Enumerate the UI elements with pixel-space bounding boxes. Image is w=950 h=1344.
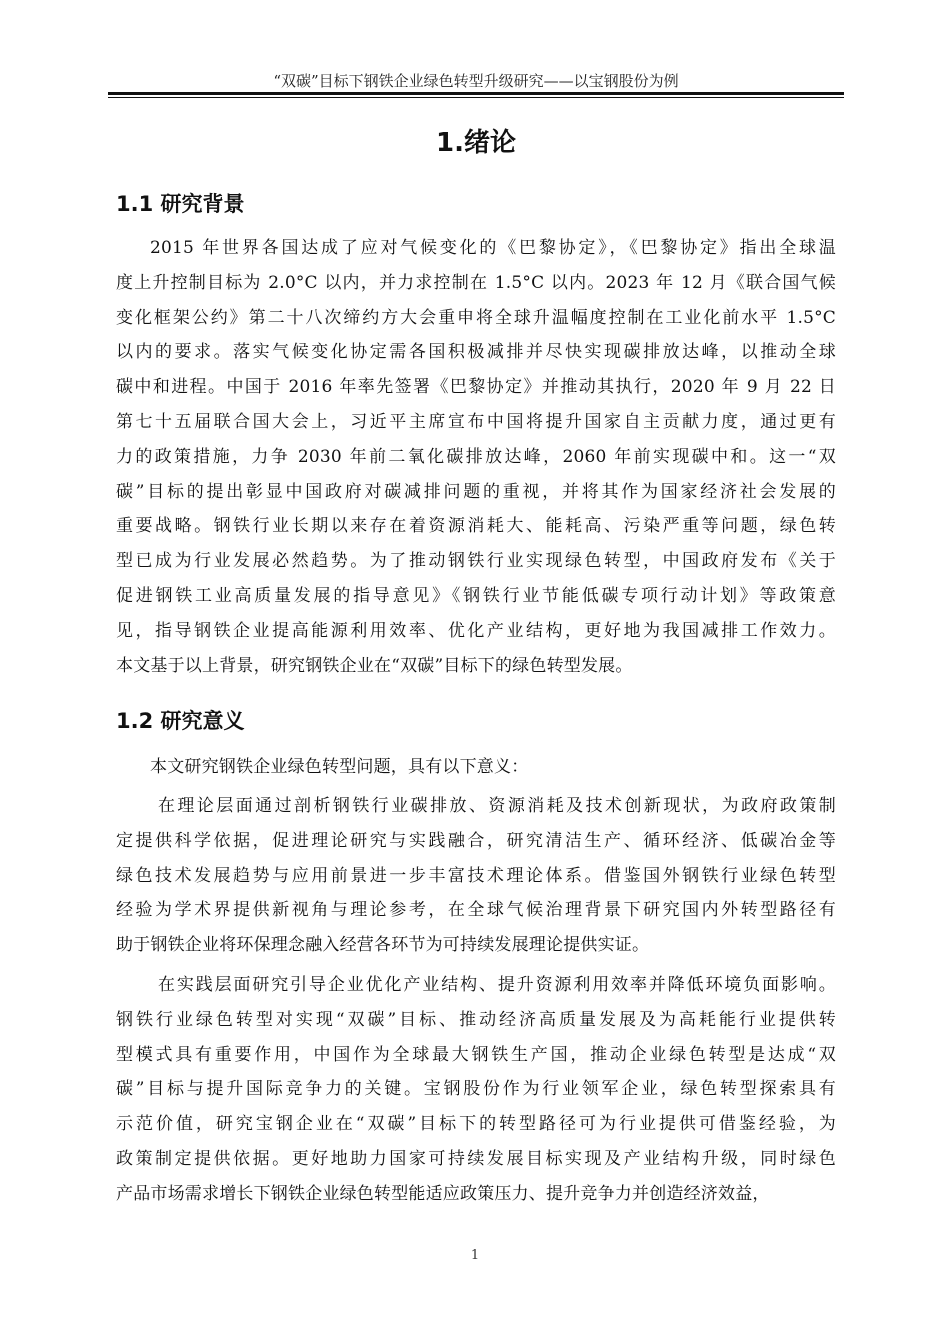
text-line: 产品市场需求增长下钢铁企业绿色转型能适应政策压力、提升竞争力并创造经济效益， — [116, 1183, 770, 1204]
text-line: 钢铁行业绿色转型对实现“双碳”目标、推动经济高质量发展及为高耗能行业提供转 — [116, 1009, 836, 1030]
header-rule-thin — [108, 97, 844, 98]
text-line: 碳”目标的提出彰显中国政府对碳减排问题的重视，并将其作为国家经济社会发展的 — [116, 481, 836, 502]
text-line: 在实践层面研究引导企业优化产业结构、提升资源利用效率并降低环境负面影响。 — [158, 975, 836, 995]
text-line: 本文基于以上背景，研究钢铁企业在“双碳”目标下的绿色转型发展。 — [116, 655, 633, 676]
text-line: 型模式具有重要作用，中国作为全球最大钢铁生产国，推动企业绿色转型是达成“双 — [116, 1044, 836, 1065]
paragraph-theoretical — [116, 789, 836, 963]
header-rule — [108, 92, 844, 95]
text-line: 绿色技术发展趋势与应用前景进一步丰富技术理论体系。借鉴国外钢铁行业绿色转型 — [116, 865, 836, 886]
text-line: 2015 年世界各国达成了应对气候变化的《巴黎协定》，《巴黎协定》指出全球温 — [150, 238, 836, 258]
text-line: 第七十五届联合国大会上，习近平主席宣布中国将提升国家自主贡献力度，通过更有 — [116, 411, 836, 432]
text-line: 示范价值，研究宝钢企业在“双碳”目标下的转型路径可为行业提供可借鉴经验，为 — [116, 1114, 836, 1135]
text-line: 政策制定提供依据。更好地助力国家可持续发展目标实现及产业结构升级，同时绿色 — [116, 1148, 836, 1169]
text-line: 本文研究钢铁企业绿色转型问题，具有以下意义： — [150, 757, 529, 777]
paragraph-background — [116, 231, 836, 683]
chapter-title: 1.绪论 — [436, 128, 516, 158]
text-line: 碳”目标与提升国际竞争力的关键。宝钢股份作为行业领军企业，绿色转型探索具有 — [116, 1079, 836, 1100]
text-line: 经验为学术界提供新视角与理论参考，在全球气候治理背景下研究国内外转型路径有 — [116, 900, 836, 921]
section-heading-background: 1.1 研究背景 — [116, 192, 245, 216]
page-number: 1 — [470, 1248, 480, 1263]
text-line: 促进钢铁工业高质量发展的指导意见》《钢铁行业节能低碳专项行动计划》等政策意 — [116, 585, 836, 606]
text-line: 重要战略。钢铁行业长期以来存在着资源消耗大、能耗高、污染严重等问题，绿色转 — [116, 516, 836, 537]
running-header: “双碳”目标下钢铁企业绿色转型升级研究——以宝钢股份为例 — [273, 72, 679, 90]
text-line: 变化框架公约》第二十八次缔约方大会重申将全球升温幅度控制在工业化前水平 1.5°C — [116, 307, 836, 328]
section-heading-significance: 1.2 研究意义 — [116, 709, 245, 733]
text-line: 见，指导钢铁企业提高能源利用效率、优化产业结构，更好地为我国减排工作效力。 — [116, 620, 836, 641]
text-line: 碳中和进程。中国于 2016 年率先签署《巴黎协定》并推动其执行，2020 年 9 月 22 日 — [116, 377, 836, 398]
text-line: 型已成为行业发展必然趋势。为了推动钢铁行业实现绿色转型，中国政府发布《关于 — [116, 551, 836, 572]
paragraph-significance-intro — [116, 750, 836, 785]
text-line: 力的政策措施，力争 2030 年前二氧化碳排放达峰，2060 年前实现碳中和。这一“双 — [116, 446, 836, 467]
text-line: 定提供科学依据，促进理论研究与实践融合，研究清洁生产、循环经济、低碳冶金等 — [116, 830, 836, 851]
text-line: 在理论层面通过剖析钢铁行业碳排放、资源消耗及技术创新现状，为政府政策制 — [158, 796, 836, 816]
text-line: 助于钢铁企业将环保理念融入经营各环节为可持续发展理论提供实证。 — [116, 935, 650, 956]
text-line: 度上升控制目标为 2.0°C 以内，并力求控制在 1.5°C 以内。2023 年 12 月《联合国气候 — [116, 272, 836, 293]
paragraph-practical — [116, 968, 836, 1212]
text-line: 以内的要求。落实气候变化协定需各国积极减排并尽快实现碳排放达峰，以推动全球 — [116, 342, 836, 363]
